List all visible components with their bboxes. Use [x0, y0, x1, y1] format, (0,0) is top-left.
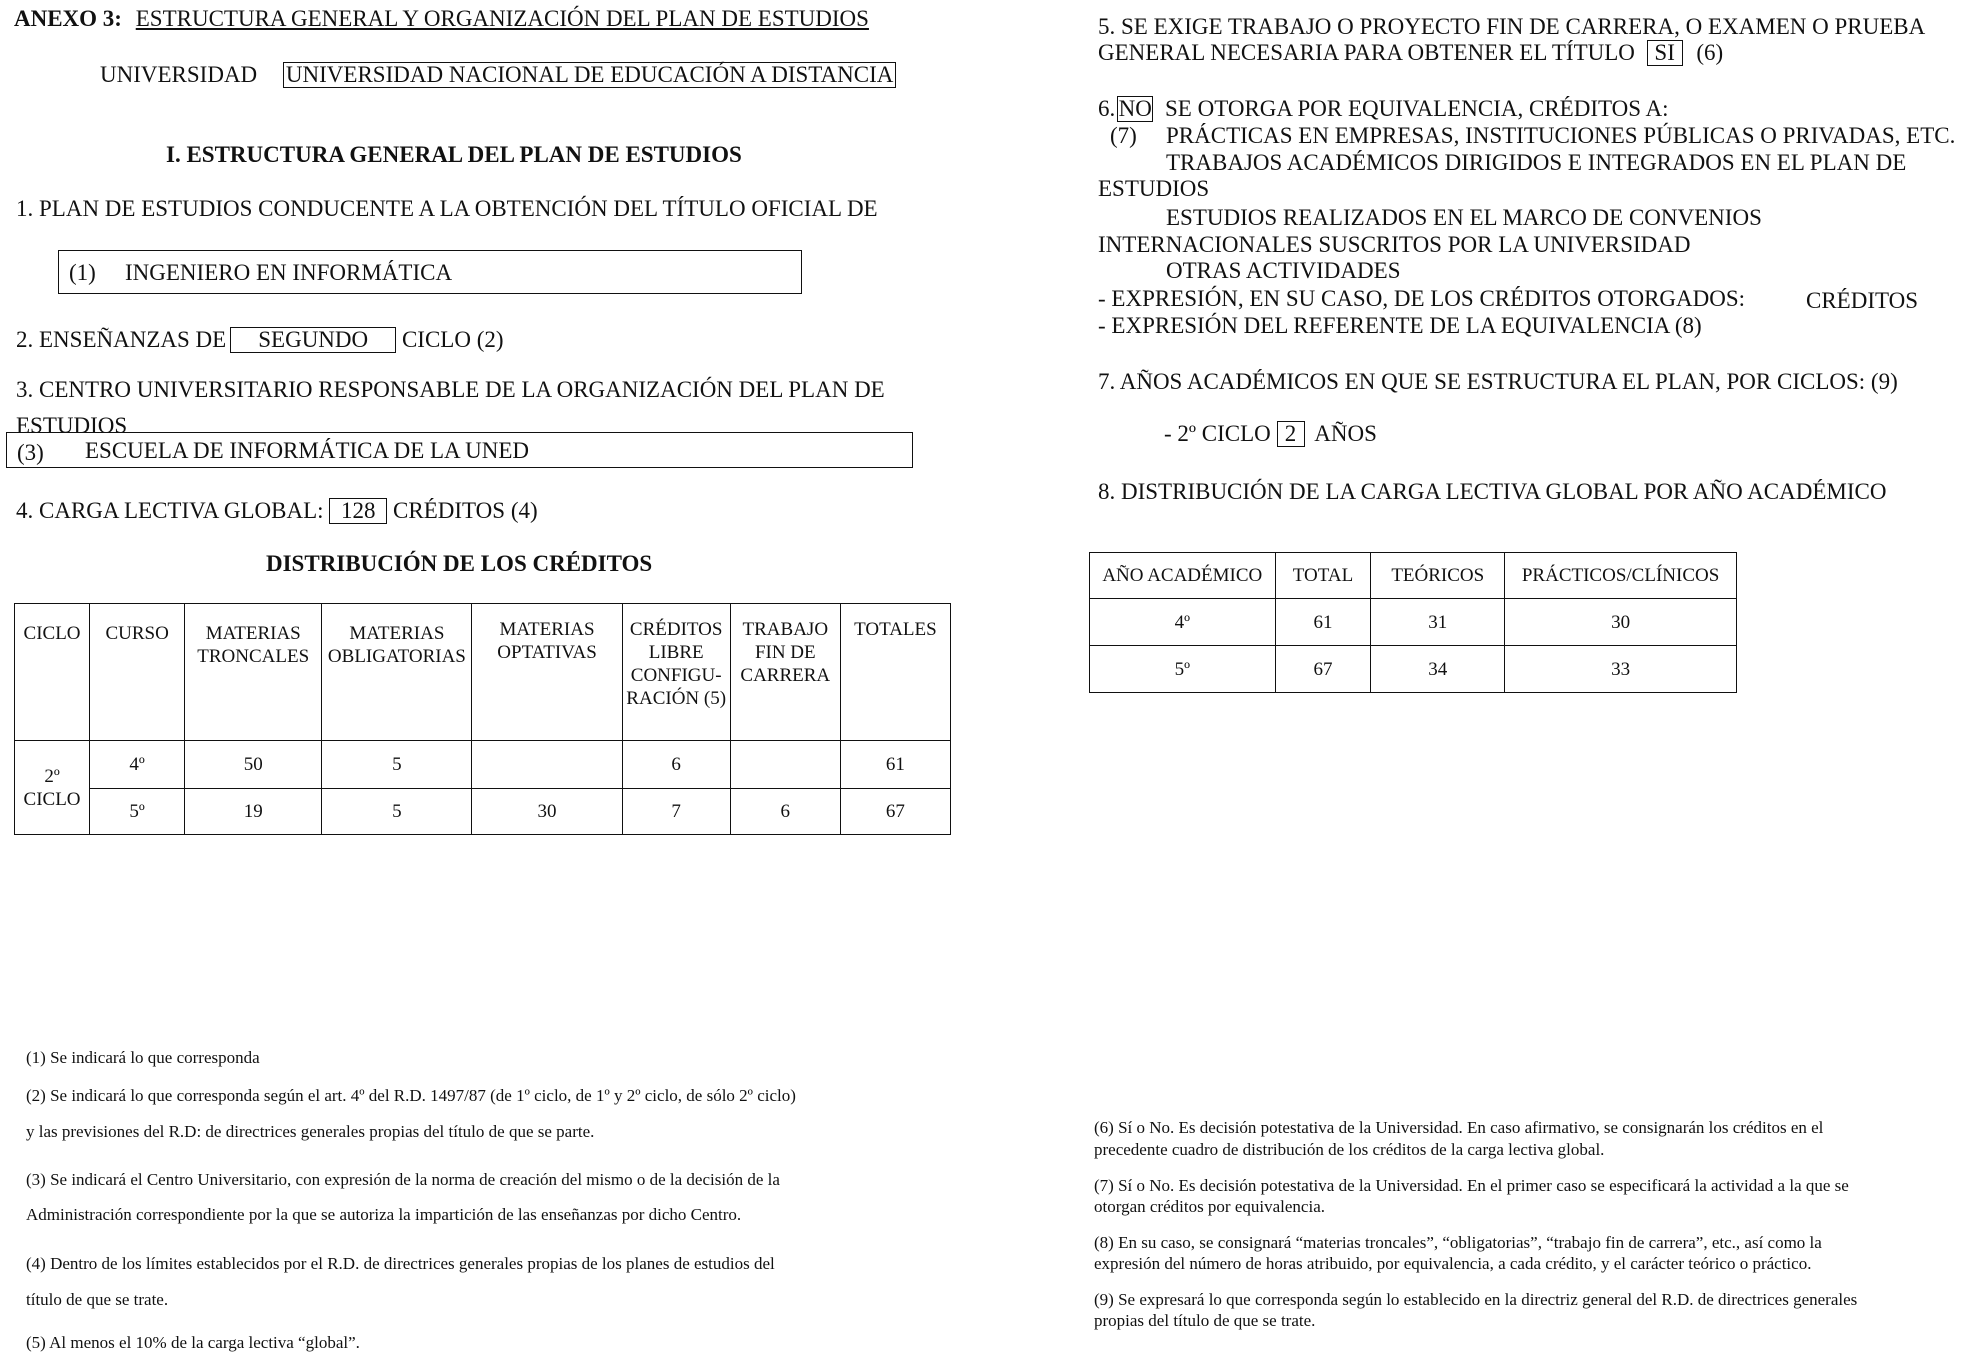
header-total: TOTAL [1275, 553, 1371, 599]
item6-option-convenios-cont: INTERNACIONALES SUSCRITOS POR LA UNIVERSIDAD [1098, 232, 1691, 257]
item3-line1: 3. CENTRO UNIVERSITARIO RESPONSABLE DE LA ORGANIZACIÓN DEL PLAN DE [16, 377, 885, 402]
footnote-1: (1) Se indicará lo que corresponda [26, 1048, 260, 1067]
degree-box-number: (1) [69, 260, 96, 285]
item6-line [1098, 96, 1669, 122]
footnote-8-cont: expresión del número de horas atribuido, por equivalencia, a cada crédito, y el carácter teórico o práctico. [1094, 1254, 1812, 1273]
item5-note: (6) [1696, 40, 1724, 65]
item7-prefix: - 2º CICLO [1164, 421, 1271, 446]
table-row [15, 741, 951, 789]
libre-cell: 6 [622, 741, 730, 789]
item6-number: 6. [1098, 96, 1116, 121]
year-cell: 4º [1090, 599, 1276, 646]
credits-table-title: DISTRIBUCIÓN DE LOS CRÉDITOS [266, 551, 653, 576]
header-totales: TOTALES [840, 604, 950, 741]
teoricos-cell: 34 [1371, 646, 1505, 693]
item6-subnumber: (7) [1110, 123, 1137, 148]
footnote-7-cont: otorgan créditos por equivalencia. [1094, 1197, 1325, 1216]
header-libre: CRÉDITOS LIBRE CONFIGU-RACIÓN (5) [622, 604, 730, 741]
item5-line2: GENERAL NECESARIA PARA OBTENER EL TÍTULO [1098, 40, 1635, 65]
footnote-7: (7) Sí o No. Es decisión potestativa de la Universidad. En el primer caso se especificará la actividad a la que se [1094, 1176, 1849, 1195]
curso-cell: 4º [90, 741, 185, 789]
obligatorias-cell: 5 [322, 741, 472, 789]
year-cell: 5º [1090, 646, 1276, 693]
item4-prefix: 4. CARGA LECTIVA GLOBAL: [16, 498, 324, 523]
annex-title: ESTRUCTURA GENERAL Y ORGANIZACIÓN DEL PLAN DE ESTUDIOS [135, 6, 869, 31]
expr-credits-line: - EXPRESIÓN, EN SU CASO, DE LOS CRÉDITOS OTORGADOS: [1098, 286, 1746, 311]
troncales-cell: 50 [185, 741, 322, 789]
item4-suffix: CRÉDITOS (4) [393, 498, 538, 523]
item1-text: 1. PLAN DE ESTUDIOS CONDUCENTE A LA OBTENCIÓN DEL TÍTULO OFICIAL DE [16, 196, 878, 221]
total-cell: 67 [1275, 646, 1371, 693]
footnote-2-cont: y las previsiones del R.D: de directrices generales propias del título de que se parte. [26, 1122, 595, 1141]
footnote-8: (8) En su caso, se consignará “materias troncales”, “obligatorias”, “trabajo fin de carrera”, etc., así como la [1094, 1233, 1822, 1252]
footnote-3-cont: Administración correspondiente por la que se autoriza la impartición de las enseñanzas por dicho Centro. [26, 1205, 742, 1224]
troncales-cell: 19 [185, 789, 322, 835]
footnote-5: (5) Al menos el 10% de la carga lectiva “global”. [26, 1333, 360, 1352]
credits-table [14, 603, 951, 835]
header-obligatorias: MATERIAS OBLIGATORIAS [322, 604, 472, 741]
footnote-9-cont: propias del título de que se trate. [1094, 1311, 1316, 1330]
university-line [100, 62, 896, 88]
cycle-value: SEGUNDO [230, 327, 396, 353]
header-troncales: MATERIAS TRONCALES [185, 604, 322, 741]
table-row [15, 789, 951, 835]
totales-cell: 61 [840, 741, 950, 789]
header-practicos: PRÁCTICOS/CLÍNICOS [1505, 553, 1737, 599]
table-row [1090, 646, 1737, 693]
credits-header-row [15, 604, 951, 741]
footnote-6-cont: precedente cuadro de distribución de los créditos de la carga lectiva global. [1094, 1140, 1605, 1159]
teoricos-cell: 31 [1371, 599, 1505, 646]
university-label: UNIVERSIDAD [100, 62, 258, 87]
item6-option-trabajos-cont: ESTUDIOS [1098, 176, 1210, 201]
obligatorias-cell: 5 [322, 789, 472, 835]
section-heading: I. ESTRUCTURA GENERAL DEL PLAN DE ESTUDIOS [166, 142, 742, 167]
item2-prefix: 2. ENSEÑANZAS DE [16, 327, 227, 352]
item2-suffix: CICLO (2) [401, 327, 504, 352]
item6-option-otras: OTRAS ACTIVIDADES [1166, 258, 1401, 283]
footnote-6: (6) Sí o No. Es decisión potestativa de la Universidad. En caso afirmativo, se consignarán los créditos en el [1094, 1118, 1824, 1137]
project-required-value: SI [1647, 40, 1683, 66]
annex-label: ANEXO 3: [14, 6, 122, 31]
header-curso: CURSO [90, 604, 185, 741]
center-box [6, 432, 913, 468]
academic-years-value: 2 [1277, 421, 1305, 447]
expr-reference-line: - EXPRESIÓN DEL REFERENTE DE LA EQUIVALENCIA (8) [1098, 313, 1702, 338]
item7-cycle-line [1164, 421, 1377, 447]
item6-option-practicas: PRÁCTICAS EN EMPRESAS, INSTITUCIONES PÚBLICAS O PRIVADAS, ETC. [1166, 123, 1956, 148]
header-optativas: MATERIAS OPTATIVAS [472, 604, 622, 741]
ciclo-cell: 2º CICLO [15, 741, 90, 835]
year-header-row [1090, 553, 1737, 599]
university-value: UNIVERSIDAD NACIONAL DE EDUCACIÓN A DISTANCIA [283, 62, 896, 88]
header-teoricos: TEÓRICOS [1371, 553, 1505, 599]
item4-line [16, 498, 538, 524]
header-ciclo: CICLO [15, 604, 90, 741]
trabajo-cell: 6 [730, 789, 840, 835]
item6-text: SE OTORGA POR EQUIVALENCIA, CRÉDITOS A: [1165, 96, 1669, 121]
annex-heading [14, 6, 869, 32]
item6-option-trabajos: TRABAJOS ACADÉMICOS DIRIGIDOS E INTEGRADOS EN EL PLAN DE [1166, 150, 1907, 175]
trabajo-cell [730, 741, 840, 789]
expr-credits-suffix: CRÉDITOS [1806, 288, 1919, 313]
table-row [1090, 599, 1737, 646]
optativas-cell: 30 [472, 789, 622, 835]
curso-cell: 5º [90, 789, 185, 835]
practicos-cell: 30 [1505, 599, 1737, 646]
optativas-cell [472, 741, 622, 789]
item7-suffix: AÑOS [1314, 421, 1377, 446]
item2-line [16, 327, 504, 353]
center-box-number: (3) [17, 440, 44, 465]
footnote-9: (9) Se expresará lo que corresponda según lo establecido en la directriz general del R.D. de directrices generales [1094, 1290, 1858, 1309]
item5-line1: 5. SE EXIGE TRABAJO O PROYECTO FIN DE CARRERA, O EXAMEN O PRUEBA [1098, 14, 1926, 39]
item5-line2-wrap [1098, 40, 1723, 66]
item6-option-convenios: ESTUDIOS REALIZADOS EN EL MARCO DE CONVENIOS [1166, 205, 1762, 230]
item7-text: 7. AÑOS ACADÉMICOS EN QUE SE ESTRUCTURA EL PLAN, POR CICLOS: (9) [1098, 369, 1898, 394]
global-load-value: 128 [329, 498, 387, 524]
footnote-4: (4) Dentro de los límites establecidos por el R.D. de directrices generales propias de los planes de estudios del [26, 1254, 775, 1273]
footnote-4-cont: título de que se trate. [26, 1290, 169, 1309]
header-trabajo: TRABAJO FIN DE CARRERA [730, 604, 840, 741]
footnote-2: (2) Se indicará lo que corresponda según el art. 4º del R.D. 1497/87 (de 1º ciclo, de 1º y 2º ciclo, de sólo 2º ciclo) [26, 1086, 796, 1105]
total-cell: 61 [1275, 599, 1371, 646]
libre-cell: 7 [622, 789, 730, 835]
degree-title: INGENIERO EN INFORMÁTICA [125, 260, 453, 285]
totales-cell: 67 [840, 789, 950, 835]
item3-line2: ESTUDIOS [16, 413, 128, 438]
item8-text: 8. DISTRIBUCIÓN DE LA CARGA LECTIVA GLOBAL POR AÑO ACADÉMICO [1098, 479, 1887, 504]
center-name: ESCUELA DE INFORMÁTICA DE LA UNED [85, 438, 530, 463]
practicos-cell: 33 [1505, 646, 1737, 693]
footnote-3: (3) Se indicará el Centro Universitario, con expresión de la norma de creación del mismo o de la decisión de la [26, 1170, 780, 1189]
header-year: AÑO ACADÉMICO [1090, 553, 1276, 599]
equivalence-value: NO [1118, 96, 1152, 121]
year-distribution-table [1089, 552, 1737, 693]
degree-title-box [58, 250, 802, 294]
